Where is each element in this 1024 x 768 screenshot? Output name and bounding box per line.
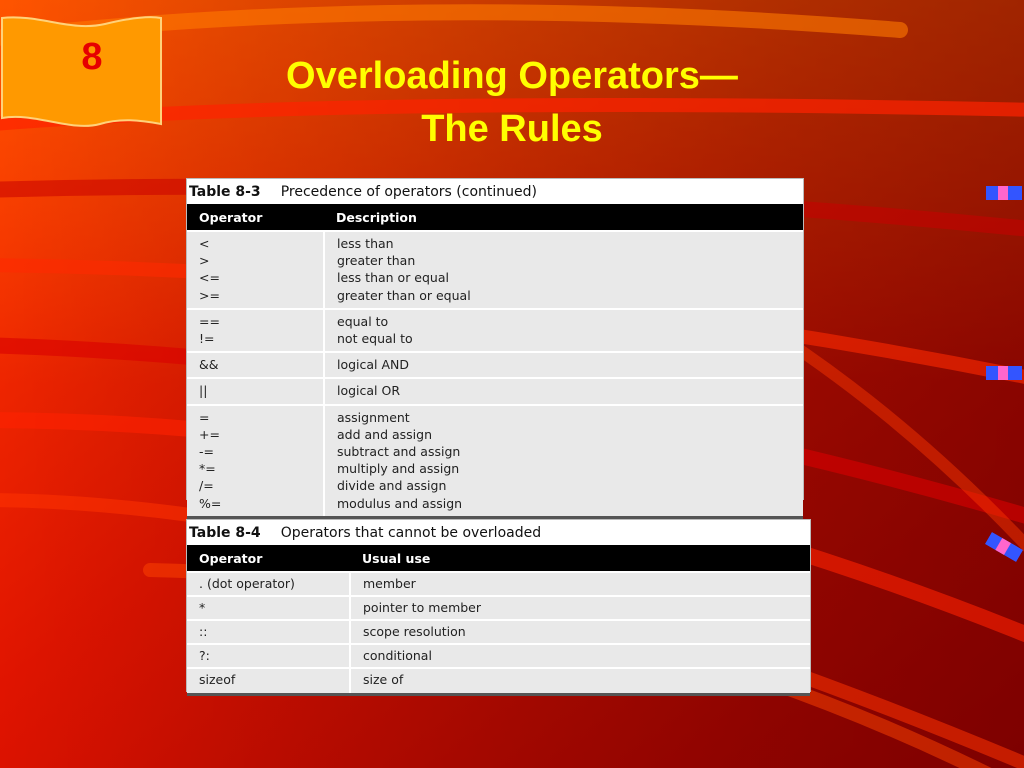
description-cell (324, 352, 803, 378)
column-header-usual-use: Usual use (350, 545, 810, 572)
decorative-bullet-icon (986, 186, 1022, 200)
operator-text: >= (199, 287, 220, 303)
operator-text: && (199, 357, 219, 373)
table-row (187, 352, 803, 378)
operator-text: == (199, 313, 220, 329)
description-text: divide and assign (337, 478, 447, 494)
table-row (187, 620, 810, 644)
usual-use-cell: scope resolution (350, 620, 810, 644)
description-text: greater than or equal (337, 287, 471, 303)
description-cell (324, 405, 803, 518)
operator-text: != (199, 331, 215, 347)
description-cell (324, 378, 803, 404)
table-row (187, 644, 810, 668)
usual-use-cell: member (350, 572, 810, 596)
operator-cell (187, 405, 324, 518)
description-text: subtract and assign (337, 444, 461, 460)
table-caption-number: Table 8-4 (189, 524, 261, 541)
table-caption-text: Operators that cannot be overloaded (280, 524, 542, 541)
table-caption (187, 520, 810, 545)
non-overloadable-table (186, 519, 811, 692)
table-caption-number: Table 8-3 (189, 183, 261, 200)
table-row (187, 378, 803, 404)
operator-cell: :: (187, 620, 350, 644)
description-cell (324, 309, 803, 352)
operator-cell: . (dot operator) (187, 572, 350, 596)
operator-text: || (199, 383, 208, 399)
operator-text: < (199, 236, 210, 251)
operator-cell: * (187, 596, 350, 620)
table-caption-text: Precedence of operators (continued) (280, 183, 537, 200)
table-row (187, 309, 803, 352)
table-row (187, 231, 803, 309)
operator-cell: sizeof (187, 668, 350, 695)
description-text: not equal to (337, 331, 413, 347)
operator-text: /= (199, 478, 214, 494)
operator-cell (187, 352, 324, 378)
operator-text: *= (199, 461, 216, 477)
description-text: assignment (337, 409, 410, 425)
table-header-row (187, 204, 803, 231)
precedence-table-grid (187, 204, 803, 519)
usual-use-cell: pointer to member (350, 596, 810, 620)
description-text: greater than (337, 253, 416, 269)
table-row (187, 596, 810, 620)
operator-text: <= (199, 270, 220, 286)
operator-text: += (199, 426, 220, 442)
non-overloadable-table-grid (187, 545, 810, 696)
description-text: less than or equal (337, 270, 449, 286)
table-row (187, 572, 810, 596)
description-cell (324, 231, 803, 309)
description-text: modulus and assign (337, 495, 463, 511)
operator-text: -= (199, 444, 214, 460)
precedence-table (186, 178, 804, 511)
slide-title-line-2: The Rules (421, 108, 603, 150)
description-text: add and assign (337, 426, 433, 442)
table-header-row (187, 545, 810, 572)
description-text: equal to (337, 313, 389, 329)
column-header-operator: Operator (187, 545, 350, 572)
operator-text: %= (199, 495, 222, 511)
usual-use-cell: size of (350, 668, 810, 695)
slide-title (160, 50, 864, 156)
chapter-number: 8 (81, 36, 103, 78)
description-text: less than (337, 236, 394, 251)
operator-text: > (199, 253, 210, 269)
operator-cell (187, 231, 324, 309)
description-text: multiply and assign (337, 461, 460, 477)
usual-use-cell: conditional (350, 644, 810, 668)
description-text: logical OR (337, 383, 401, 399)
operator-text: = (199, 409, 210, 425)
table-row (187, 405, 803, 518)
decorative-bullet-icon (986, 366, 1022, 380)
operator-cell (187, 378, 324, 404)
table-caption (187, 179, 803, 204)
column-header-operator: Operator (187, 204, 324, 231)
operator-cell (187, 309, 324, 352)
slide-title-line-1: Overloading Operators— (286, 55, 738, 97)
column-header-description: Description (324, 204, 803, 231)
operator-cell: ?: (187, 644, 350, 668)
table-row (187, 668, 810, 695)
description-text: logical AND (337, 357, 410, 373)
